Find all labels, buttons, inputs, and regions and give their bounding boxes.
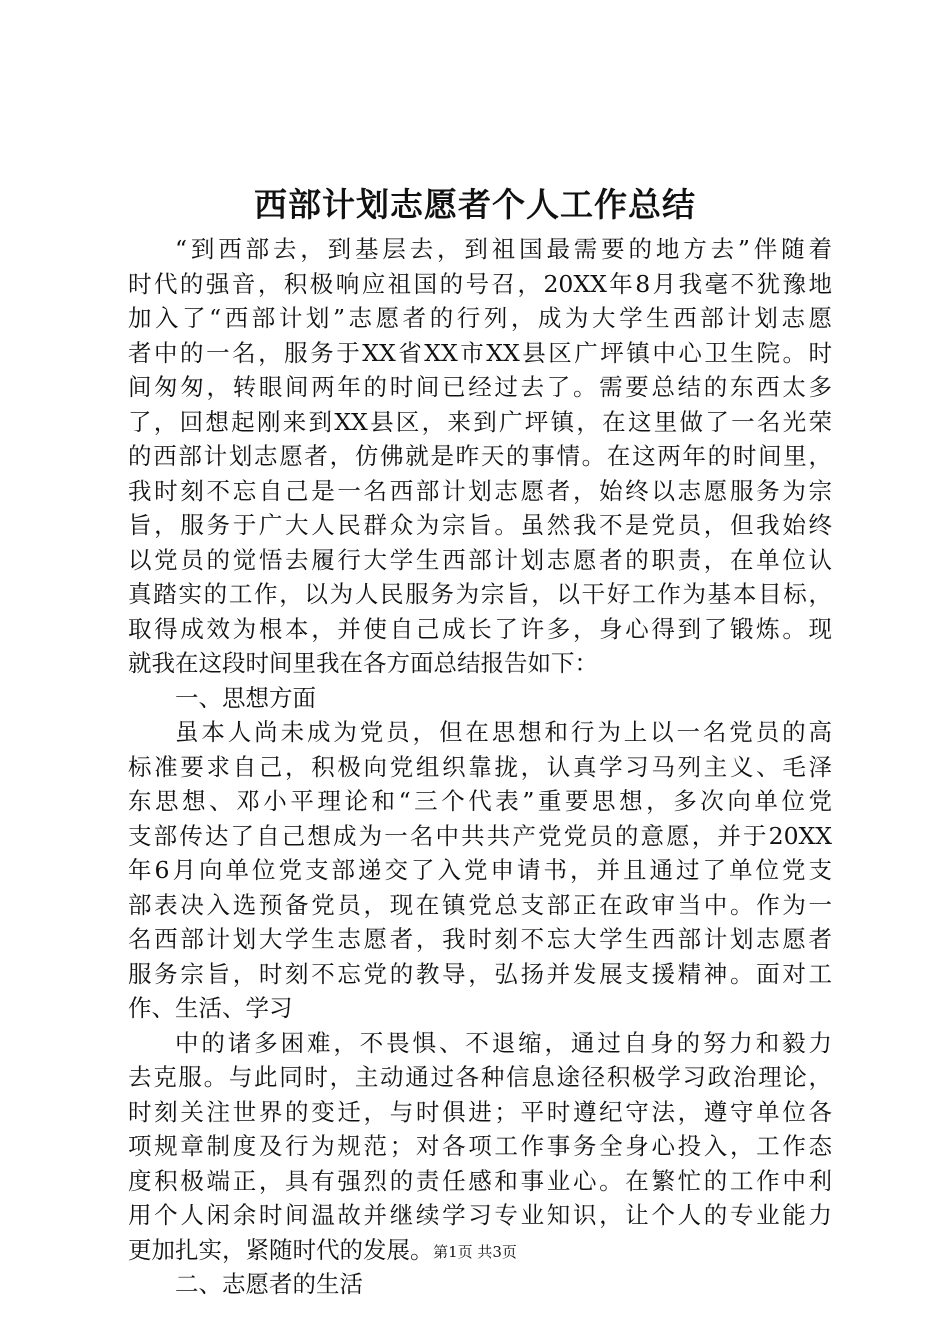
text-line: 间匆匆，转眼间两年的时间已经过去了。需要总结的东西太多 [128, 373, 832, 401]
text-line: 者中的一名，服务于XX省XX市XX县区广坪镇中心卫生院。时 [128, 338, 832, 367]
text-line: 东思想、邓小平理论和“三个代表”重要思想，多次向单位党 [128, 787, 832, 815]
text-line: 支部传达了自己想成为一名中共共产党党员的意愿，并于20XX [128, 821, 832, 850]
text-line: 度积极端正，具有强烈的责任感和事业心。在繁忙的工作中利 [128, 1166, 832, 1195]
text-line: 项规章制度及行为规范；对各项工作事务全身心投入，工作态 [128, 1132, 832, 1160]
text-line: 的西部计划志愿者，仿佛就是昨天的事情。在这两年的时间里， [128, 442, 832, 470]
text-line: 时代的强音，积极响应祖国的号召，20XX年8月我毫不犹豫地 [128, 269, 832, 298]
text-line: 以党员的觉悟去履行大学生西部计划志愿者的职责，在单位认 [128, 545, 832, 574]
page-footer: 第1页 共3页 [433, 1243, 517, 1261]
text-line: 用个人闲余时间温故并继续学习专业知识，让个人的专业能力 [128, 1201, 832, 1229]
text-line: 部表决入选预备党员，现在镇党总支部正在政审当中。作为一 [128, 890, 832, 919]
document-body [128, 232, 832, 1302]
text-line: 真踏实的工作，以为人民服务为宗旨，以干好工作为基本目标， [128, 580, 832, 608]
text-line: 去克服。与此同时，主动通过各种信息途径积极学习政治理论， [128, 1063, 832, 1091]
text-line: 二、志愿者的生活 [175, 1270, 363, 1298]
text-line: 就我在这段时间里我在各方面总结报告如下： [128, 649, 598, 677]
document-title: 西部计划志愿者个人工作总结 [254, 185, 696, 224]
text-line: 旨，服务于广大人民群众为宗旨。虽然我不是党员，但我始终 [128, 511, 832, 539]
text-line: 更加扎实，紧随时代的发展。 [128, 1235, 434, 1264]
text-line: 标准要求自己，积极向党组织靠拢，认真学习马列主义、毛泽 [128, 752, 832, 781]
text-line: 时刻关注世界的变迁，与时俱进；平时遵纪守法，遵守单位各 [128, 1097, 832, 1126]
text-line: 中的诸多困难，不畏惧、不退缩，通过自身的努力和毅力 [175, 1028, 832, 1057]
text-line: 加入了“西部计划”志愿者的行列，成为大学生西部计划志愿 [128, 304, 832, 332]
text-line: 年6月向单位党支部递交了入党申请书，并且通过了单位党支 [128, 856, 832, 884]
text-line: 了，回想起刚来到XX县区，来到广坪镇，在这里做了一名光荣 [128, 407, 832, 436]
text-line: “到西部去，到基层去，到祖国最需要的地方去”伴随着 [175, 235, 832, 263]
text-line: 服务宗旨，时刻不忘党的教导，弘扬并发展支援精神。面对工 [128, 959, 832, 988]
text-line: 虽本人尚未成为党员，但在思想和行为上以一名党员的高 [175, 718, 832, 746]
text-line: 取得成效为根本，并使自己成长了许多，身心得到了锻炼。现 [128, 614, 832, 643]
text-line: 我时刻不忘自己是一名西部计划志愿者，始终以志愿服务为宗 [128, 476, 832, 505]
text-line: 名西部计划大学生志愿者，我时刻不忘大学生西部计划志愿者 [128, 925, 832, 953]
text-line: 一、思想方面 [175, 683, 316, 712]
text-line: 作、生活、学习 [128, 994, 293, 1022]
